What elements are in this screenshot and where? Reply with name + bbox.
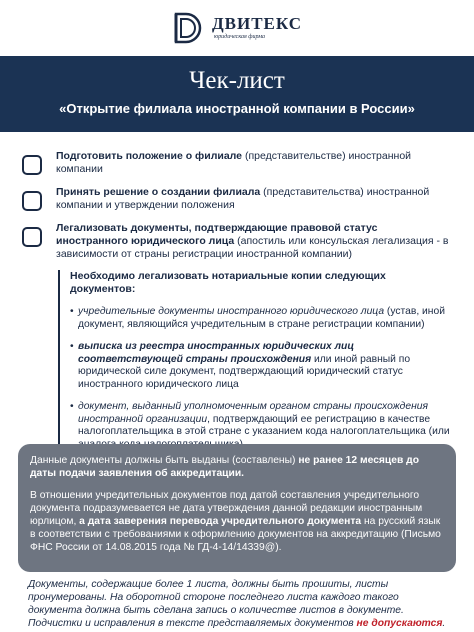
note-bold: а дата заверения перевода учредительного документа: [79, 516, 362, 527]
note-bold: не ранее 12 месяцев до даты подачи заявления об аккредитации.: [30, 455, 419, 479]
note-paragraph: [30, 489, 444, 554]
title-banner: [0, 56, 474, 132]
checklist-item: [22, 186, 452, 212]
note-paragraph: [30, 454, 444, 480]
checklist-item-text: [56, 186, 452, 212]
logo-subtitle: юридическая фирма: [213, 34, 266, 40]
checklist-item-text: [56, 222, 452, 261]
footer-end: .: [442, 618, 446, 629]
footer-note: [28, 578, 454, 630]
page-subtitle: «Открытие филиала иностранной компании в России»: [59, 101, 415, 116]
info-note: [18, 444, 456, 572]
item-bold-text: Легализовать документы, подтверждающие правовой статус иностранного юридического лица: [56, 222, 378, 247]
document-rest: , подтверждающий ее регистрацию в качестве налогоплательщика в этой стране с указанием кода налогоплательщика (или: [78, 413, 450, 437]
page-title: Чек-лист: [189, 67, 285, 94]
item-bold-text: Принять решение о создании филиала: [56, 186, 261, 198]
company-logo: [0, 8, 474, 48]
note-plain: В отношении учредительных документов под датой составления учредительного документа подразумевается не дата утверждения данной редакции иностранным юрлицом,: [30, 490, 423, 527]
checklist-item: [22, 150, 452, 176]
note-end: на русский язык в соответствии с требованиями к оформлению документов на аккредитацию (Письмо ФНС России от 14.08.2015 года № ГД-4-14/14339@).: [30, 516, 441, 553]
footer-warning: не допускаются: [356, 618, 443, 629]
document-rest: (устав, иной документ, являющийся учредительным в стране регистрации компании): [78, 306, 445, 330]
dvitex-logo-icon: [172, 11, 206, 45]
item-bold-text: Подготовить положение о филиале: [56, 150, 243, 162]
documents-heading: Необходимо легализовать нотариальные копии следующих документов:: [70, 270, 386, 295]
checkbox[interactable]: [22, 191, 42, 211]
note-plain: Данные документы должны быть выданы (составлены): [30, 455, 299, 466]
document-item: [70, 306, 452, 331]
checklist-item: [22, 222, 452, 261]
item-plain-text: (представительстве) иностранной компании: [56, 150, 412, 175]
footer-text: Документы, содержащие более 1 листа, должны быть прошиты, листы пронумерованы. На оборотной стороне последнего листа каждого такого документа должна быть сделана запись о количестве листов в документе. Подчистки и исправления в тексте представляемых документов: [28, 579, 404, 629]
document-emph: документ, выданный уполномоченным органом страны происхождения иностранной организации: [78, 401, 428, 425]
item-plain-text: (представительства) иностранной компании и утверждении положения: [56, 186, 430, 211]
document-item: [70, 341, 452, 391]
document-emph: учредительные документы иностранного юридического лица: [78, 306, 385, 317]
document-emph: выписка из реестра иностранных юридических лиц соответствующей страны происхождения: [78, 341, 354, 365]
checklist-item-text: [56, 150, 452, 176]
document-rest: или иной равный по юридической силе документ, подтверждающий юридический статус иностранного юридического лица: [78, 353, 411, 390]
checkbox[interactable]: [22, 155, 42, 175]
documents-list: [58, 270, 452, 461]
checkbox[interactable]: [22, 227, 42, 247]
checklist: [22, 150, 452, 271]
logo-text: [212, 15, 302, 41]
logo-name: ДВИТЕКС: [211, 14, 303, 33]
item-plain-text: (апостиль или консульская легализация - в зависимости от страны регистрации иностранной компании): [56, 235, 449, 260]
